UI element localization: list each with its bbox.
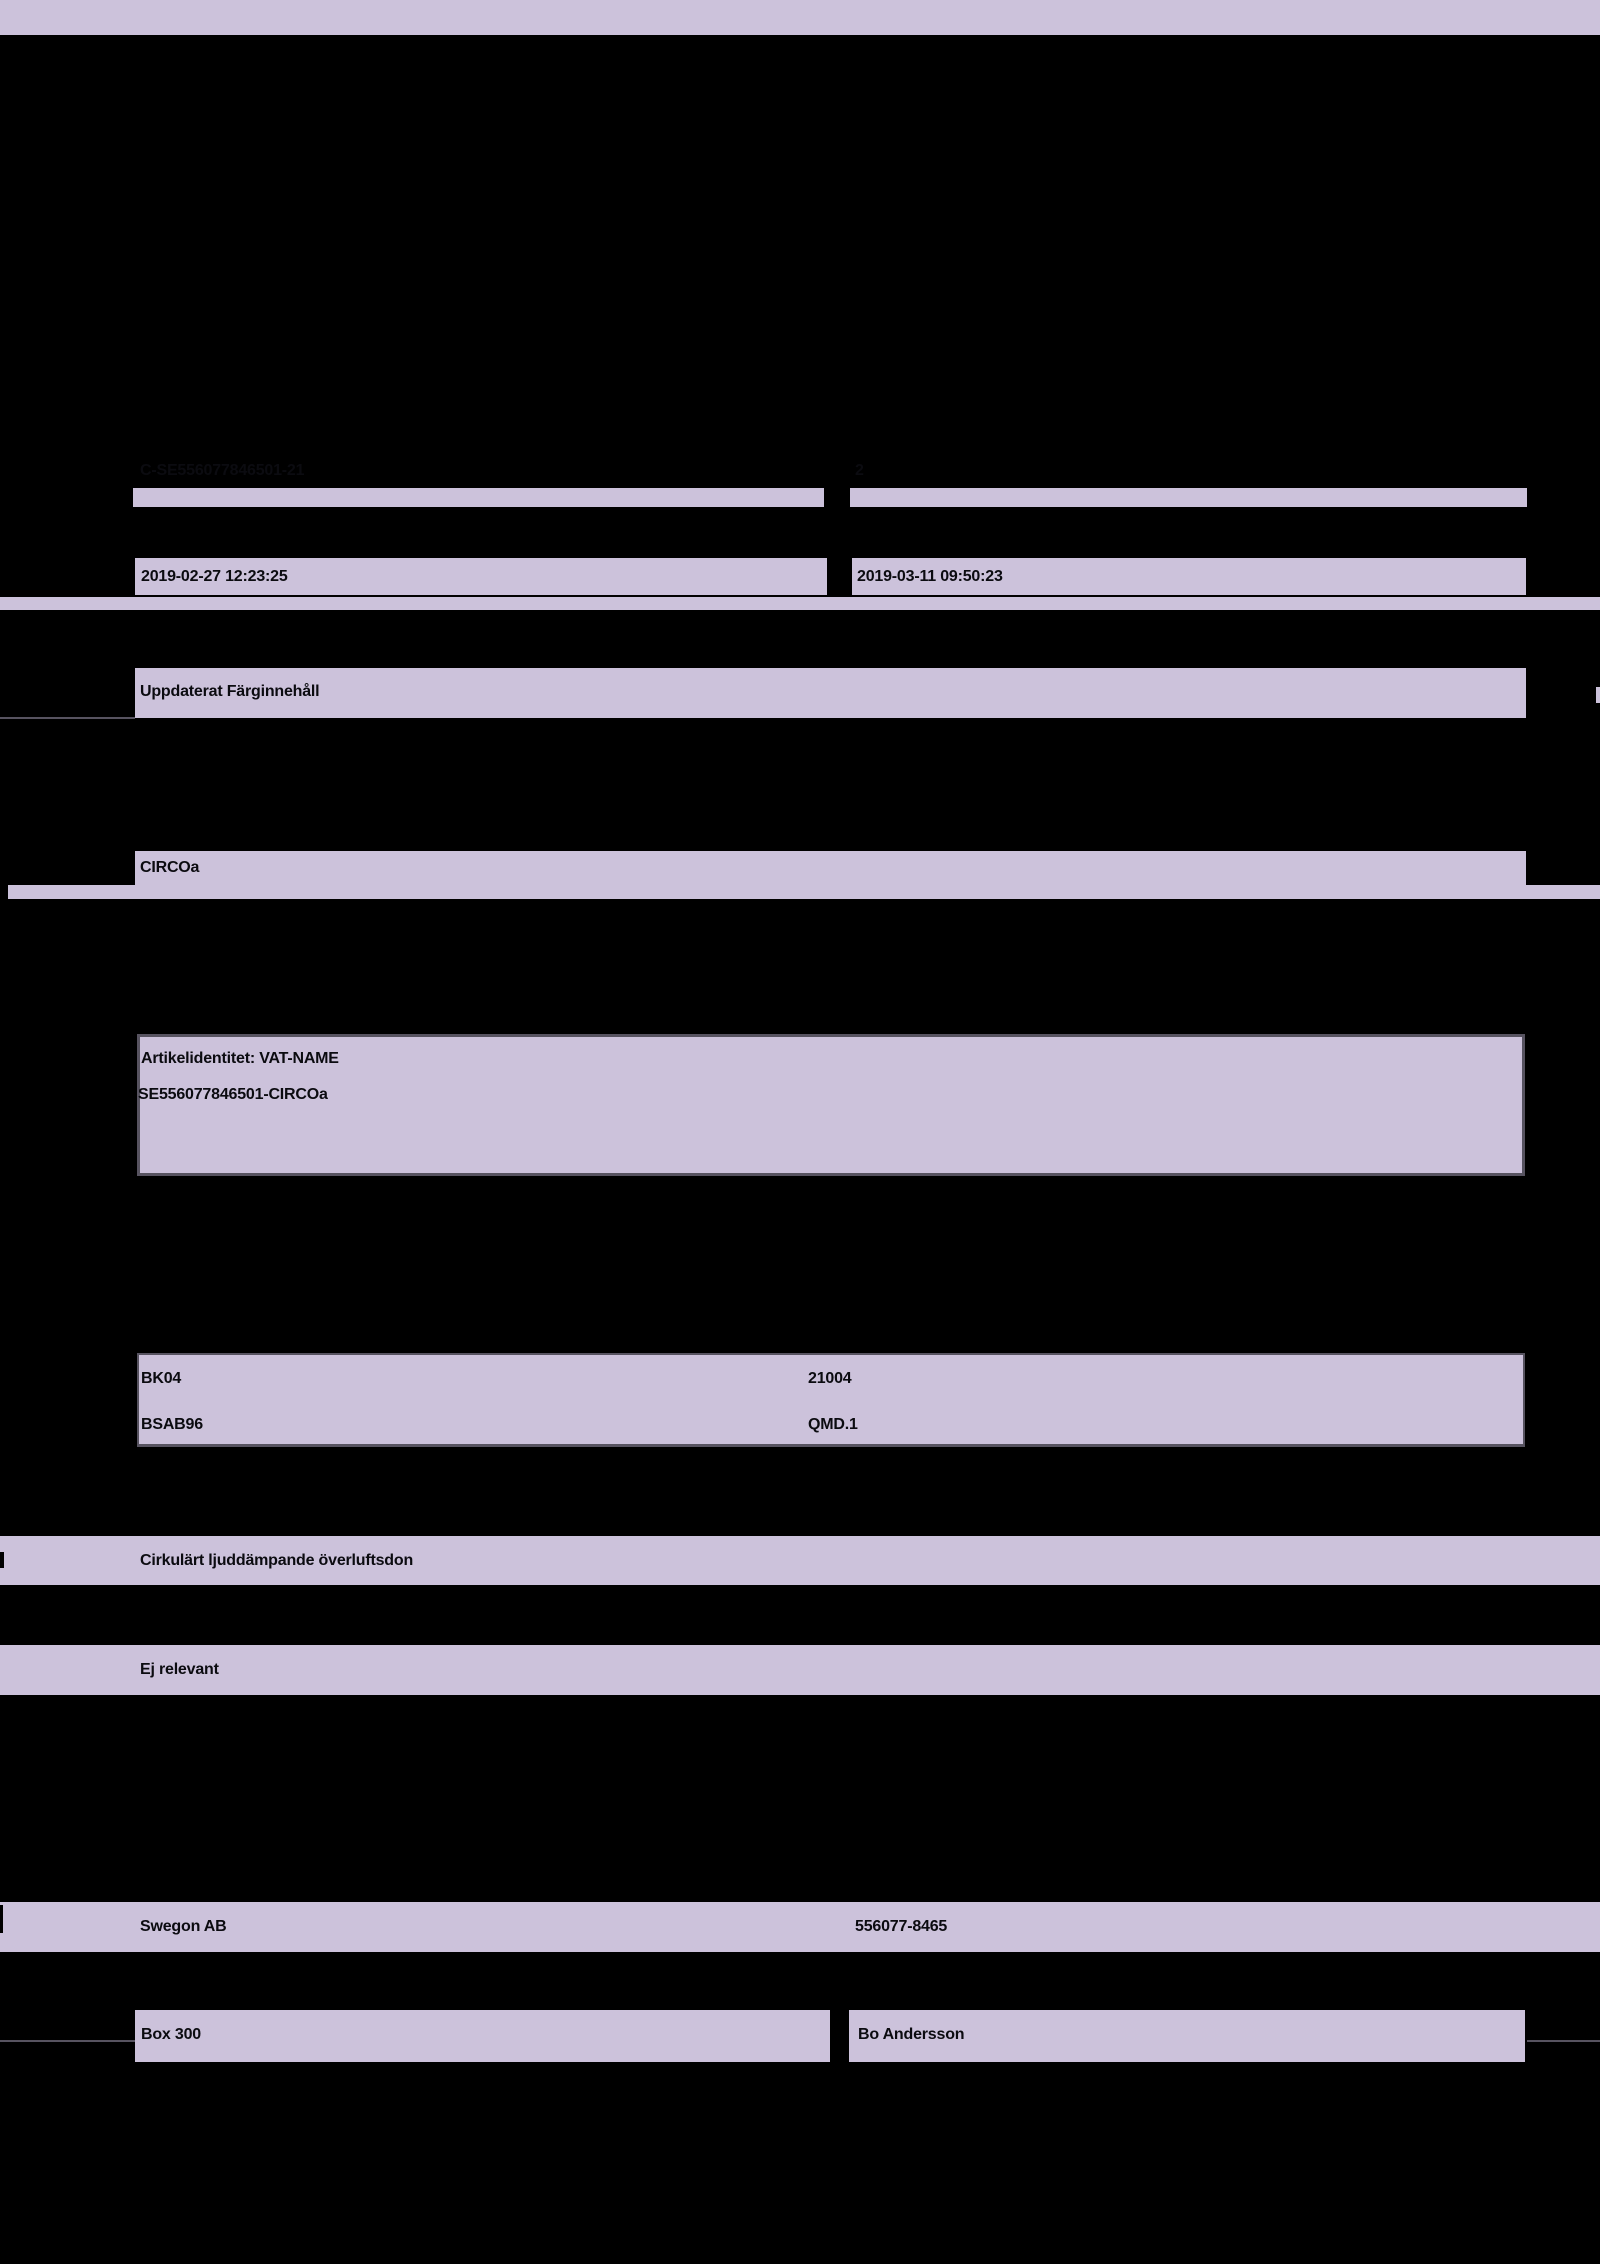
change-description-cell[interactable] bbox=[135, 668, 1526, 718]
article-identity-value: SE556077846501-CIRCOa bbox=[138, 1086, 328, 1103]
version-cell-extension bbox=[850, 488, 1527, 507]
bvd-id-cell-extension bbox=[133, 488, 824, 507]
org-number-field: 556077-8465 bbox=[855, 1918, 948, 1935]
classification-code-bk04: 21004 bbox=[808, 1370, 852, 1387]
grid-fragment-right bbox=[1596, 687, 1600, 703]
company-name-field: Swegon AB bbox=[140, 1918, 227, 1935]
changed-date-field: 2019-03-11 09:50:23 bbox=[857, 568, 1003, 585]
change-description-field: Uppdaterat Färginnehåll bbox=[140, 683, 320, 700]
contact-person-field: Bo Andersson bbox=[858, 2026, 965, 2043]
id-version-row bbox=[0, 0, 1600, 35]
company-row[interactable] bbox=[0, 1902, 1600, 1952]
grid-notch bbox=[0, 1905, 3, 1933]
grid-line-left bbox=[0, 717, 135, 719]
article-name-cell[interactable] bbox=[135, 851, 1526, 885]
grid-notch bbox=[0, 1552, 4, 1568]
chemical-content-cell[interactable] bbox=[0, 1645, 1600, 1695]
version-field[interactable]: 2 bbox=[855, 462, 864, 479]
classification-system-bk04: BK04 bbox=[141, 1370, 182, 1387]
article-identity-label: Artikelidentitet: VAT-NAME bbox=[141, 1050, 339, 1067]
created-date-field: 2019-02-27 12:23:25 bbox=[141, 568, 288, 585]
divider-strip bbox=[8, 885, 1600, 899]
grid-line-right bbox=[1527, 2040, 1600, 2042]
classification-code-bsab96: QMD.1 bbox=[808, 1416, 858, 1433]
address-cell[interactable] bbox=[135, 2010, 830, 2062]
grid-line-left bbox=[0, 2040, 135, 2042]
article-name-field: CIRCOa bbox=[140, 859, 200, 876]
product-description-field: Cirkulärt ljuddämpande överluftsdon bbox=[140, 1552, 414, 1569]
article-identity-box[interactable] bbox=[137, 1034, 1525, 1176]
divider-strip bbox=[0, 597, 1600, 610]
address-field: Box 300 bbox=[141, 2026, 201, 2043]
chemical-content-field: Ej relevant bbox=[140, 1661, 219, 1678]
bvd-id-field[interactable]: C-SE556077846501-21 bbox=[140, 462, 305, 479]
grid-notch bbox=[0, 472, 4, 488]
classification-system-bsab96: BSAB96 bbox=[141, 1416, 203, 1433]
